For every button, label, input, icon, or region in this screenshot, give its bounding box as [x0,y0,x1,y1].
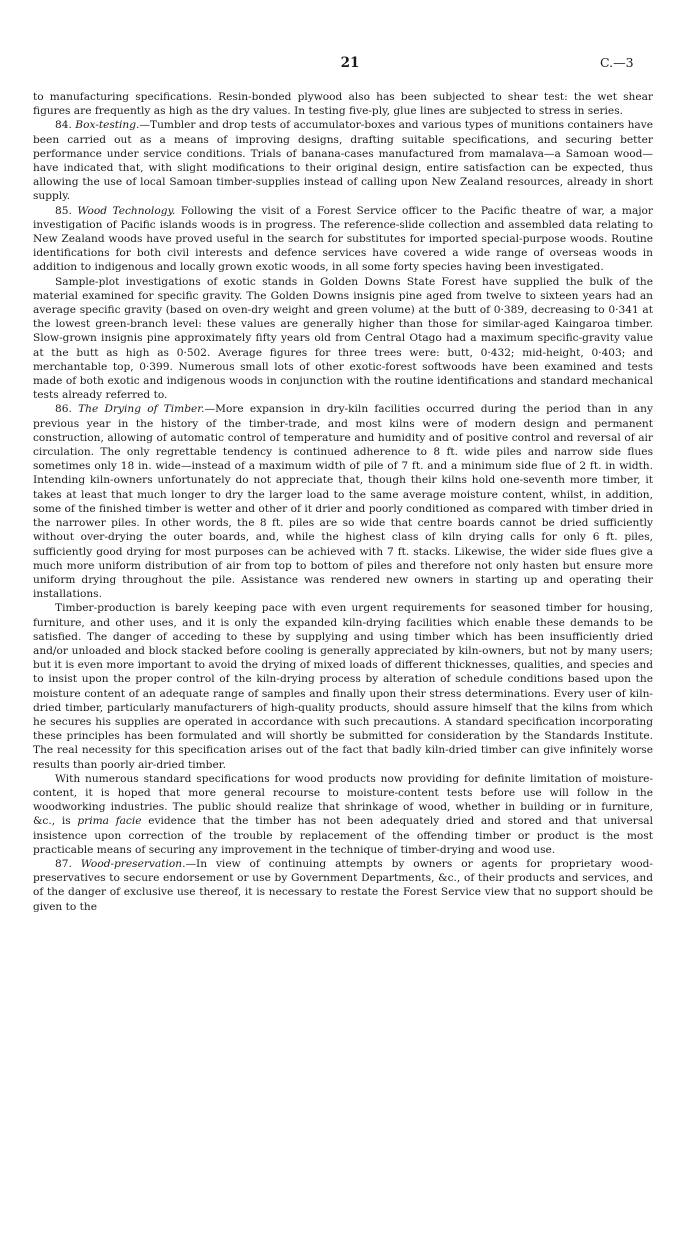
section-heading: Box-testing. [75,119,140,132]
paragraph-number: 86. [55,403,72,416]
paragraph-text: Timber-production is barely keeping pace with even urgent requirements for seasoned timber for housing, furniture, and other uses, and it is only the expanded kiln-drying facilities which enable these demands to be satisfied. The danger of acceding to these by supplying and using timber which has been insufficiently dried and/or unloaded and block stacked before cooling is generally appreciated by kiln-owners, but not by many users; but it is even more important to avoid the drying of mixed loads of different thicknesses, qualities, and species and to insist upon the proper control of the kiln-drying process by alteration of schedule conditions based upon the moisture content of an adequate range of samples and finally upon their stress determinations. Every user of kiln-dried timber, particularly manufacturers of high-quality products, should assure himself that the kilns from which he secures his supplies are operated in accordance with such precautions. A standard specification incorporating these principles has been formulated and will shortly be submitted for consideration by the Standards Institute. The real necessity for this specification arises out of the fact that badly kiln-dried timber can give infinitely worse results than poorly air-dried timber. [33,602,653,771]
section-heading: The Drying of Timber. [78,403,205,416]
paragraph-text: —More expansion in dry-kiln facilities occurred during the period than in any previous year in the history of the timber-trade, and most kilns were of modern design and permanent construction, allowing of automatic control of temperature and humidity and of positive control and reversal of air circulation. The only regrettable tendency is continued adherence to 8 ft. wide piles and narrow side flues sometimes only 18 in. wide—instead of a maximum width of pile of 7 ft. and a minimum side flue of 2 ft. in width. Intending kiln-owners unfortunately do not appreciate that, though their kilns hold one-seventh more timber, it takes at least that much longer to dry the larger load to the same average moisture content, whilst, in addition, some of the finished timber is wetter and other of it drier and poorly conditioned as compared with timber dried in the narrower piles. In other words, the 8 ft. piles are so wide that centre boards cannot be dried sufficiently without over-drying the outer boards, and, while the highest class of kiln drying calls for only 6 ft. piles, sufficiently good drying for most purposes can be achieved with 7 ft. stacks. Likewise, the wider side flues give a much more uniform distribution of air from top to bottom of piles and therefore not only hasten but ensure more uniform drying throughout the pile. Assistance was rendered new owners in starting up and operating their installations. [33,403,653,601]
paragraph-number: 87. [55,857,72,870]
section-heading: Wood-preservation. [80,857,186,870]
paragraph-text: evidence that the timber has not been adequately dried and stored and that universal insistence upon correction of the trouble by replacement of the offending timber or product is the most practicable means of securing any improvement in the technique of timber-drying and wood use. [33,815,653,856]
page-number: 21 [340,55,360,71]
paragraph-text: —In view of continuing attempts by owners or agents for proprietary wood-preservatives to secure endorsement or use by Government Departments, &c., of their products and services, and of the danger of exclusive use thereof, it is necessary to restate the Forest Service view that no support should be given to the [33,857,653,913]
paragraph [33,90,653,118]
paragraph-text: Following the visit of a Forest Service officer to the Pacific theatre of war, a major investigation of Pacific islands woods is in progress. The reference-slide collection and assembled data relating to New Zealand woods have proved useful in the search for substitutes for imported special-purpose woods. Routine identifications for both civil interests and defence services have covered a wide range of overseas woods in addition to indigenous and locally grown exotic woods, in all some forty species having been investigated. [33,204,653,274]
paragraph-text: With numerous standard specifications for wood products now providing for definite limitation of moisture-content, it is hoped that more general recourse to moisture-content tests before use will follow in the woodworking industries. The public should realize that shrinkage of wood, whether in building or in furniture, &c., is [33,772,653,828]
paragraph-86 [33,402,653,601]
paragraph [33,601,653,771]
paragraph-85 [33,204,653,275]
section-heading: Wood Technology. [77,204,176,217]
paragraph-text: —Tumbler and drop tests of accumulator-boxes and various types of munitions containers have been carried out as a means of improving designs, drafting suitable specifications, and securing better performance under service conditions. Trials of banana-cases manufactured from mamalava—a Samoan wood—have indicated that, with slight modifications to their original design, entire satisfaction can be expected, thus allowing the use of local Samoan timber-supplies instead of calling upon New Zealand resources, already in short supply. [33,119,653,203]
paragraph-number: 85. [55,204,72,217]
document-code: C.—3 [600,55,634,70]
paragraph [33,275,653,403]
emphasis-text: prima facie [77,815,142,828]
paragraph-number: 84. [55,119,72,132]
paragraph-text: to manufacturing specifications. Resin-bonded plywood also has been subjected to shear test: the wet shear figures are frequently as high as the dry values. In testing five-ply, glue lines are subjected to stress in series. [33,91,653,118]
body-text [33,90,653,914]
paragraph-87 [33,857,653,914]
paragraph-text: Sample-plot investigations of exotic stands in Golden Downs State Forest have supplied the bulk of the material examined for specific gravity. The Golden Downs insignis pine aged from twelve to sixteen years had an average specific gravity (based on oven-dry weight and green volume) at the butt of 0·389, decreasing to 0·341 at the lowest green-branch level: these values are generally higher than those for similar-aged Kaingaroa timber. Slow-grown insignis pine approximately fifty years old from Central Otago had a maximum specific-gravity value at the butt as high as 0·502. Average figures for three trees were: butt, 0·432; mid-height, 0·403; and merchantable top, 0·399. Numerous small lots of other exotic-forest softwoods have been examined and tests made of both exotic and indigenous woods in conjunction with the routine identifications and standard mechanical tests already referred to. [33,275,653,402]
paragraph-84 [33,118,653,203]
paragraph [33,772,653,857]
